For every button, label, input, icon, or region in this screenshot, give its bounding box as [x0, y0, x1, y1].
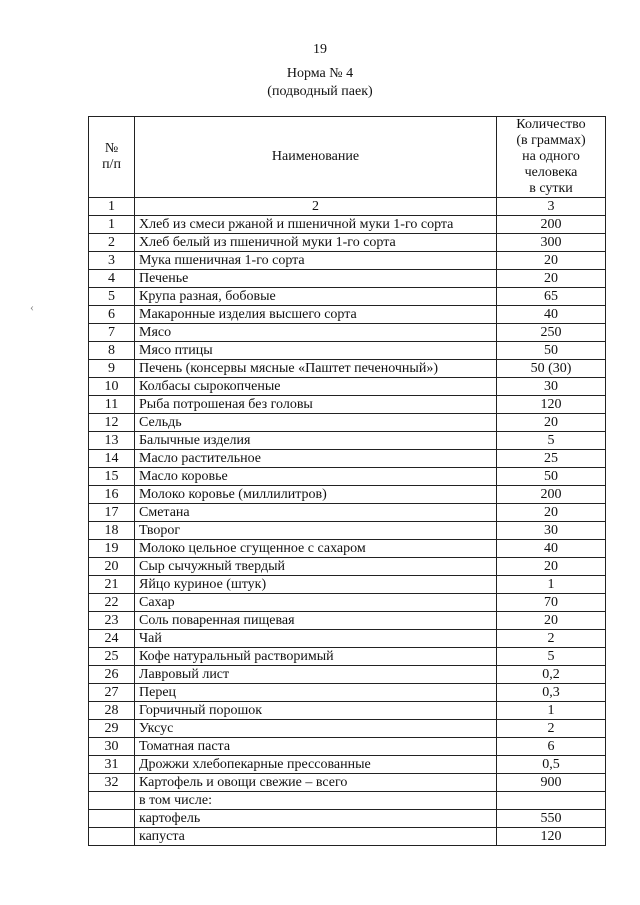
row-number: 30 [89, 738, 135, 756]
row-name: Дрожжи хлебопекарные прессованные [135, 756, 497, 774]
table-row [89, 630, 606, 648]
row-quantity: 20 [497, 504, 606, 522]
row-number: 22 [89, 594, 135, 612]
row-quantity: 5 [497, 648, 606, 666]
row-quantity: 6 [497, 738, 606, 756]
row-number: 14 [89, 450, 135, 468]
row-number: 17 [89, 504, 135, 522]
row-number: 31 [89, 756, 135, 774]
row-name: Масло растительное [135, 450, 497, 468]
sub-row [89, 810, 606, 828]
row-name: Чай [135, 630, 497, 648]
header-number [89, 117, 135, 198]
table-row [89, 720, 606, 738]
row-quantity: 200 [497, 486, 606, 504]
row-number: 24 [89, 630, 135, 648]
row-name: Сметана [135, 504, 497, 522]
row-name: Мясо птицы [135, 342, 497, 360]
sub-row-quantity: 550 [497, 810, 606, 828]
row-number-empty [89, 792, 135, 810]
row-name: Горчичный порошок [135, 702, 497, 720]
table-row [89, 270, 606, 288]
row-quantity: 20 [497, 252, 606, 270]
row-quantity: 120 [497, 396, 606, 414]
row-number-empty [89, 810, 135, 828]
row-quantity: 900 [497, 774, 606, 792]
header-name: Наименование [135, 117, 497, 198]
row-number: 32 [89, 774, 135, 792]
table-row [89, 648, 606, 666]
header-quantity-line3: на одного [522, 149, 580, 164]
margin-mark: ‹ [30, 300, 34, 314]
row-quantity: 20 [497, 414, 606, 432]
row-number: 9 [89, 360, 135, 378]
row-number: 26 [89, 666, 135, 684]
row-quantity: 50 [497, 342, 606, 360]
row-quantity: 200 [497, 216, 606, 234]
row-quantity: 2 [497, 630, 606, 648]
row-number: 21 [89, 576, 135, 594]
document-title: Норма № 4 [286, 66, 354, 81]
sub-row-name: в том числе: [135, 792, 497, 810]
row-number: 27 [89, 684, 135, 702]
row-name: Колбасы сырокопченые [135, 378, 497, 396]
row-name: Кофе натуральный растворимый [135, 648, 497, 666]
row-number: 7 [89, 324, 135, 342]
table-row [89, 666, 606, 684]
row-quantity: 0,2 [497, 666, 606, 684]
table-row [89, 414, 606, 432]
row-quantity: 0,3 [497, 684, 606, 702]
row-name: Уксус [135, 720, 497, 738]
row-quantity: 20 [497, 270, 606, 288]
sub-row-name: капуста [135, 828, 497, 846]
column-index: 2 [135, 198, 497, 216]
row-number: 28 [89, 702, 135, 720]
row-number: 10 [89, 378, 135, 396]
row-quantity: 5 [497, 432, 606, 450]
row-name: Перец [135, 684, 497, 702]
row-name: Мука пшеничная 1-го сорта [135, 252, 497, 270]
table-row [89, 288, 606, 306]
table-header [89, 117, 606, 198]
row-name: Сельдь [135, 414, 497, 432]
table-row [89, 378, 606, 396]
page-number: 19 [313, 42, 327, 57]
sub-row [89, 792, 606, 810]
header-quantity [497, 117, 606, 198]
table-row [89, 450, 606, 468]
row-number: 16 [89, 486, 135, 504]
row-name: Рыба потрошеная без головы [135, 396, 497, 414]
table-row [89, 576, 606, 594]
header-quantity-line4: человека [524, 165, 578, 180]
norm-table [88, 116, 606, 846]
row-name: Макаронные изделия высшего сорта [135, 306, 497, 324]
header-number-line1: № [104, 141, 119, 156]
row-number: 29 [89, 720, 135, 738]
row-name: Лавровый лист [135, 666, 497, 684]
column-index-row [89, 198, 606, 216]
row-number: 25 [89, 648, 135, 666]
row-number: 2 [89, 234, 135, 252]
row-name: Печень (консервы мясные «Паштет печеночный») [135, 360, 497, 378]
row-number: 20 [89, 558, 135, 576]
row-name: Творог [135, 522, 497, 540]
row-name: Мясо [135, 324, 497, 342]
row-name: Соль поваренная пищевая [135, 612, 497, 630]
table-row [89, 756, 606, 774]
row-number: 13 [89, 432, 135, 450]
row-name: Балычные изделия [135, 432, 497, 450]
sub-row-name: картофель [135, 810, 497, 828]
row-number: 3 [89, 252, 135, 270]
table-row [89, 486, 606, 504]
table-body [89, 198, 606, 846]
row-quantity: 50 [497, 468, 606, 486]
row-name: Печенье [135, 270, 497, 288]
table-row [89, 540, 606, 558]
table-row [89, 216, 606, 234]
sub-row-quantity: 120 [497, 828, 606, 846]
header-row [89, 117, 606, 198]
row-number: 18 [89, 522, 135, 540]
table-row [89, 612, 606, 630]
row-quantity: 300 [497, 234, 606, 252]
header-quantity-line5: в сутки [529, 181, 573, 196]
row-name: Крупа разная, бобовые [135, 288, 497, 306]
row-number: 6 [89, 306, 135, 324]
table-row [89, 468, 606, 486]
table-row [89, 594, 606, 612]
row-number: 12 [89, 414, 135, 432]
row-name: Масло коровье [135, 468, 497, 486]
table-row [89, 324, 606, 342]
row-quantity: 0,5 [497, 756, 606, 774]
row-quantity: 250 [497, 324, 606, 342]
row-name: Молоко цельное сгущенное с сахаром [135, 540, 497, 558]
row-quantity: 65 [497, 288, 606, 306]
table-row [89, 252, 606, 270]
row-quantity: 1 [497, 702, 606, 720]
row-number: 19 [89, 540, 135, 558]
row-quantity: 20 [497, 558, 606, 576]
row-number: 15 [89, 468, 135, 486]
table-row [89, 684, 606, 702]
row-quantity: 1 [497, 576, 606, 594]
row-quantity: 40 [497, 540, 606, 558]
table-row [89, 702, 606, 720]
column-index: 3 [497, 198, 606, 216]
header-quantity-line2: (в граммах) [516, 133, 586, 148]
row-name: Картофель и овощи свежие – всего [135, 774, 497, 792]
sub-row [89, 828, 606, 846]
table-row [89, 360, 606, 378]
column-index: 1 [89, 198, 135, 216]
row-number: 1 [89, 216, 135, 234]
sub-row-quantity [497, 792, 606, 810]
row-quantity: 20 [497, 612, 606, 630]
row-number: 11 [89, 396, 135, 414]
row-quantity: 70 [497, 594, 606, 612]
row-name: Томатная паста [135, 738, 497, 756]
row-name: Хлеб белый из пшеничной муки 1-го сорта [135, 234, 497, 252]
row-quantity: 30 [497, 522, 606, 540]
table-row [89, 396, 606, 414]
row-name: Сахар [135, 594, 497, 612]
row-name: Молоко коровье (миллилитров) [135, 486, 497, 504]
row-quantity: 25 [497, 450, 606, 468]
row-quantity: 2 [497, 720, 606, 738]
row-number: 5 [89, 288, 135, 306]
table-row [89, 738, 606, 756]
table-row [89, 504, 606, 522]
row-name: Яйцо куриное (штук) [135, 576, 497, 594]
row-number: 8 [89, 342, 135, 360]
row-name: Хлеб из смеси ржаной и пшеничной муки 1-го сорта [135, 216, 497, 234]
header-quantity-line1: Количество [516, 117, 586, 132]
table-row [89, 342, 606, 360]
table-row [89, 558, 606, 576]
row-quantity: 30 [497, 378, 606, 396]
row-quantity: 40 [497, 306, 606, 324]
row-number: 23 [89, 612, 135, 630]
table-row [89, 234, 606, 252]
row-quantity: 50 (30) [497, 360, 606, 378]
header-number-line2: п/п [102, 157, 121, 172]
row-number: 4 [89, 270, 135, 288]
table-row [89, 432, 606, 450]
row-name: Сыр сычужный твердый [135, 558, 497, 576]
row-number-empty [89, 828, 135, 846]
table-row [89, 522, 606, 540]
document-subtitle: (подводный паек) [267, 84, 373, 99]
table-row [89, 774, 606, 792]
table-row [89, 306, 606, 324]
